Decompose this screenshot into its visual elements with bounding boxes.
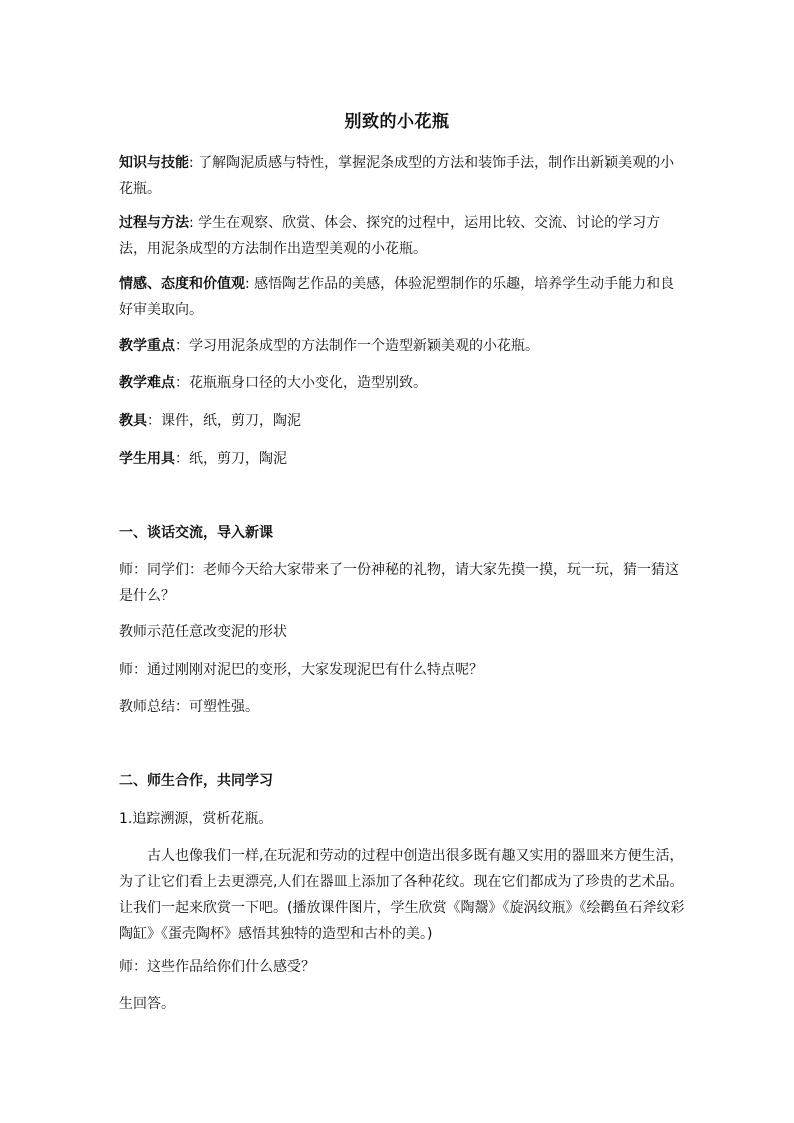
objective-emotion: [119, 271, 685, 323]
objective-text: 纸，剪刀，陶泥: [189, 451, 287, 467]
section-2-paragraph: 1.追踪溯源，赏析花瓶。: [119, 811, 273, 827]
objective-separator: :: [189, 155, 199, 171]
section-2-paragraph: 师：这些作品给你们什么感受？: [119, 959, 315, 975]
section-1-paragraph: 教师示范任意改变泥的形状: [119, 624, 287, 640]
objective-label: 教学难点: [119, 375, 175, 391]
teaching-focus: [119, 333, 685, 359]
section-2-paragraph: 生回答。: [119, 996, 175, 1012]
teaching-difficulty: [119, 370, 685, 396]
objective-separator: ：: [175, 451, 189, 467]
objective-text: 花瓶瓶身口径的大小变化，造型别致。: [189, 375, 427, 391]
section-1-paragraph: 师：同学们：老师今天给大家带来了一份神秘的礼物，请大家先摸一摸，玩一玩，猜一猜这是什么？: [119, 562, 679, 604]
document-title: 别致的小花瓶: [344, 112, 450, 132]
section-2-heading: 二、师生合作，共同学习: [119, 773, 273, 789]
objective-label: 教具: [119, 413, 147, 429]
objective-separator: ：: [147, 413, 161, 429]
objective-label: 情感、态度和价值观: [119, 276, 245, 292]
objective-process: [119, 210, 685, 262]
objective-separator: :: [189, 215, 199, 231]
objective-separator: :: [245, 276, 255, 292]
objective-label: 知识与技能: [119, 155, 189, 171]
objective-text: 学习用泥条成型的方法制作一个造型新颖美观的小花瓶。: [189, 338, 539, 354]
objective-text: 课件，纸，剪刀，陶泥: [161, 413, 301, 429]
objective-label: 教学重点: [119, 338, 175, 354]
section-1-paragraph: 师：通过刚刚对泥巴的变形，大家发现泥巴有什么特点呢？: [119, 662, 483, 678]
section-1-paragraph: 教师总结：可塑性强。: [119, 699, 259, 715]
student-materials: [119, 446, 685, 472]
objective-text: 感悟陶艺作品的美感，体验泥塑制作的乐趣，培养学生动手能力和良好审美取向。: [119, 276, 675, 318]
objective-label: 过程与方法: [119, 215, 189, 231]
section-1-heading: 一、谈话交流，导入新课: [119, 525, 273, 541]
objective-separator: ：: [175, 375, 189, 391]
section-2-paragraph: 古人也像我们一样,在玩泥和劳动的过程中创造出很多既有趣又实用的器皿来方便生活，为了让它们看上去更漂亮,人们在器皿上添加了各种花纹。现在它们都成为了珍贵的艺术品。让我们一起来欣赏一下吧。(播放课件图片，学生欣赏《陶鬶》《旋涡纹瓶》《绘鹳鱼石斧纹彩陶缸》《蛋壳陶杯》感悟其独特的造型和古朴的美。): [119, 848, 685, 942]
objective-label: 学生用具: [119, 451, 175, 467]
objective-separator: ：: [175, 338, 189, 354]
teaching-aids: [119, 408, 685, 434]
objective-text: 了解陶泥质感与特性，掌握泥条成型的方法和装饰手法，制作出新颖美观的小花瓶。: [119, 155, 675, 197]
objective-text: 学生在观察、欣赏、体会、探究的过程中，运用比较、交流、讨论的学习方法，用泥条成型的方法制作出造型美观的小花瓶。: [119, 215, 661, 257]
objective-knowledge: [119, 150, 685, 202]
